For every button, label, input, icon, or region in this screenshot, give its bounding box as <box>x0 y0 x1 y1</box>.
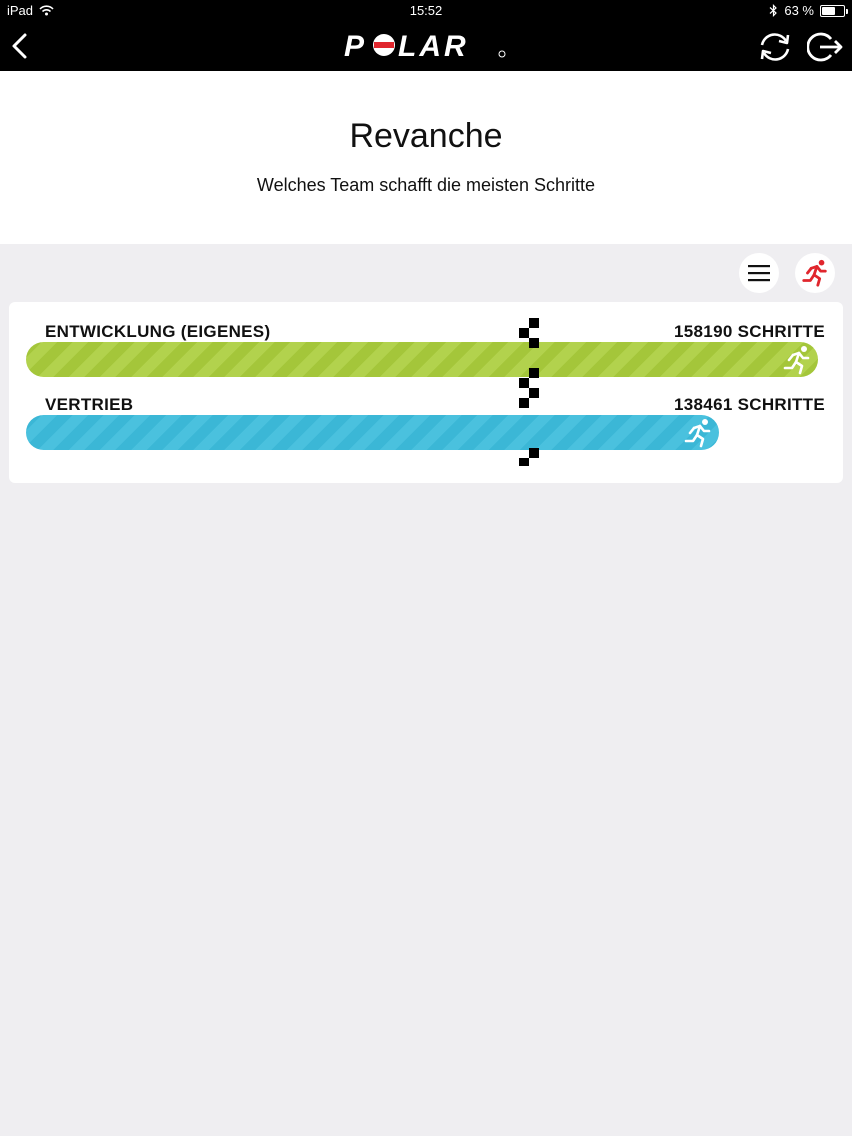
checker-square <box>529 338 539 348</box>
battery-percent: 63 % <box>784 3 814 18</box>
finish-line-flag <box>519 318 539 466</box>
checker-square <box>519 378 529 388</box>
checker-square <box>529 388 539 398</box>
device-name: iPad <box>7 3 34 18</box>
runner-icon <box>800 258 830 288</box>
status-time: 15:52 <box>409 3 443 18</box>
team-name-1: ENTWICKLUNG (EIGENES) <box>45 322 271 341</box>
status-right <box>769 3 845 18</box>
checker-square <box>519 398 529 408</box>
checker-square <box>529 318 539 328</box>
battery-icon <box>820 5 845 17</box>
team-progress-bar-2 <box>26 415 719 450</box>
runner-icon <box>781 344 813 376</box>
team-steps-1: 158190 SCHRITTE <box>674 322 825 341</box>
svg-text:P: P <box>344 30 368 62</box>
team-steps-2: 138461 SCHRITTE <box>674 395 825 414</box>
team-progress-bar-1 <box>26 342 818 377</box>
checker-square <box>519 458 529 466</box>
team-race-card <box>9 302 843 483</box>
checker-square <box>529 448 539 458</box>
menu-button[interactable] <box>739 253 779 293</box>
runner-icon <box>682 417 714 449</box>
back-arrow-icon[interactable] <box>6 29 36 63</box>
page-title: Revanche <box>349 117 503 155</box>
bluetooth-icon <box>769 4 778 17</box>
activity-button[interactable] <box>795 253 835 293</box>
team-name-2: VERTRIEB <box>45 395 134 414</box>
challenge-header <box>0 71 852 244</box>
logout-icon[interactable] <box>807 30 845 64</box>
page-subtitle: Welches Team schafft die meisten Schritte <box>256 175 596 195</box>
checker-square <box>519 328 529 338</box>
polar-logo <box>344 30 508 62</box>
checker-square <box>529 368 539 378</box>
status-bar <box>0 0 852 22</box>
svg-text:LAR: LAR <box>398 30 469 62</box>
sync-icon[interactable] <box>757 30 793 64</box>
nav-bar <box>0 22 852 71</box>
hamburger-icon <box>748 264 770 282</box>
